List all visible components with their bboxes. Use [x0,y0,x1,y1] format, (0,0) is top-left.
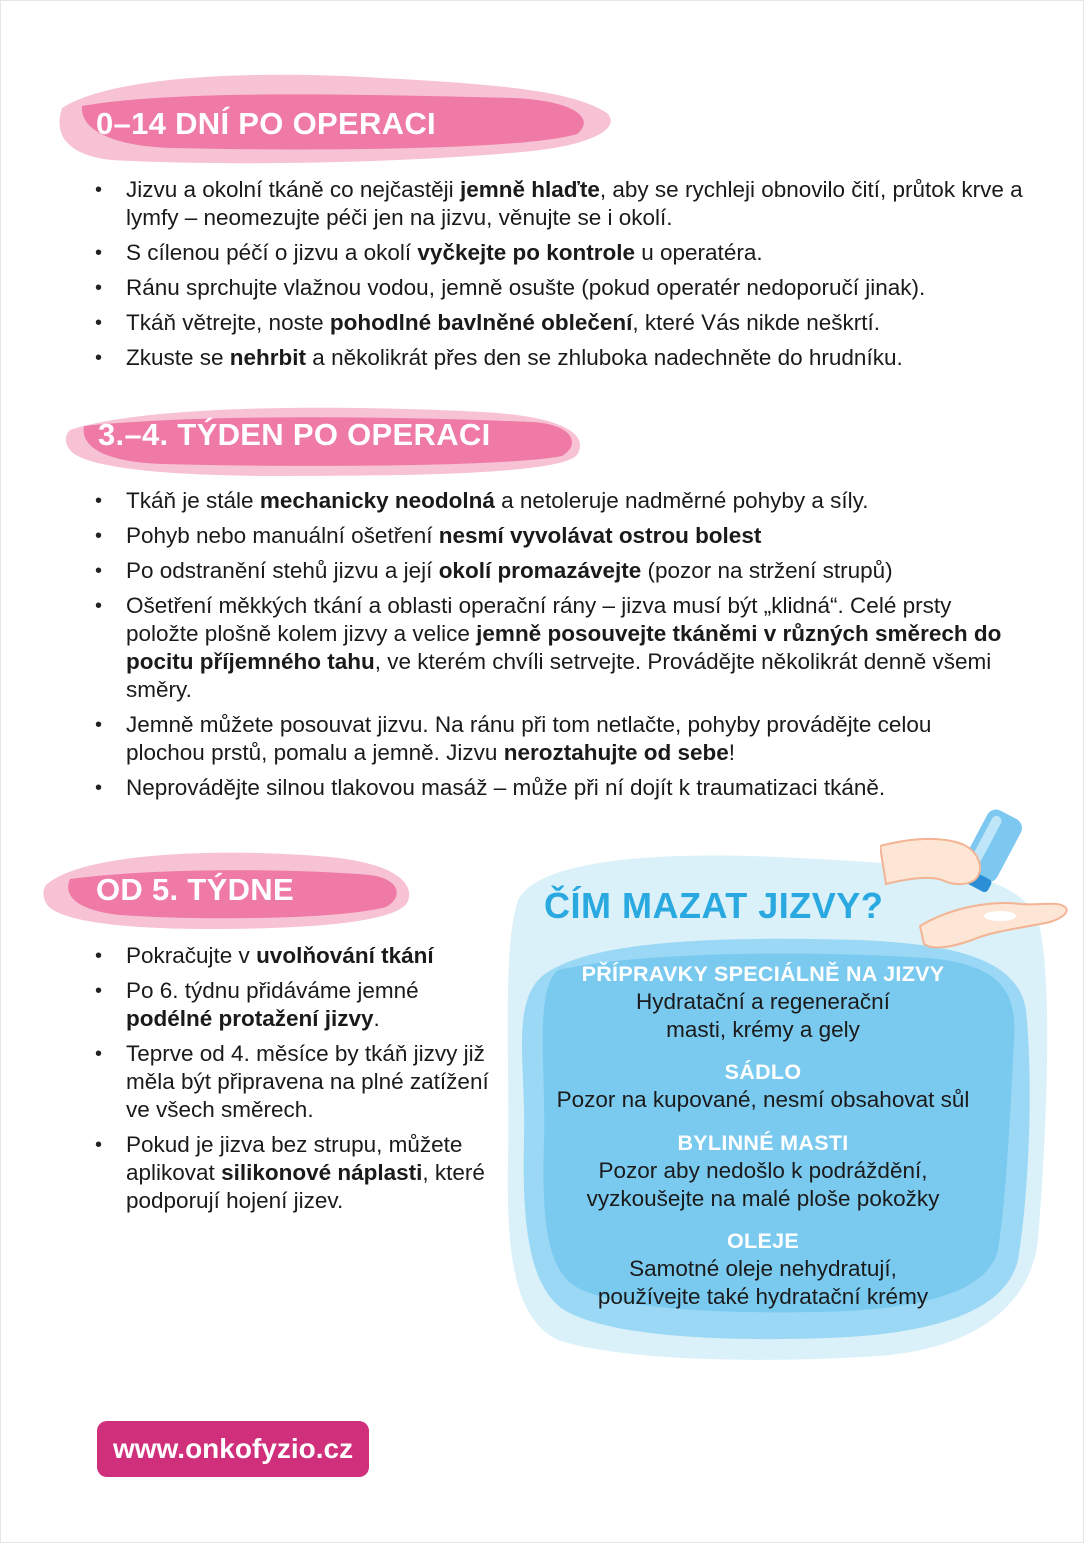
section-1-list [95,176,1025,379]
list-item: • Po 6. týdnu přidáváme jemné podélné protažení jizvy. [95,977,495,1033]
list-item: • Tkáň je stále mechanicky neodolná a netoleruje nadměrné pohyby a síly. [95,487,1005,515]
tip-heading: SÁDLO [724,1060,802,1084]
section-title-1 [52,68,612,168]
tip-item [498,1058,1028,1114]
list-item: • Zkuste se nehrbit a několikrát přes den se zhluboka nadechněte do hrudníku. [95,344,1025,372]
list-item: • Jizvu a okolní tkáně co nejčastěji jemně hlaďte, aby se rychleji obnovilo čití, průtok krve a lymfy – neomezujte péči jen na jizvu, věnujte se i okolí. [95,176,1025,232]
tip-text: používejte také hydratační krémy [597,1284,929,1309]
tip-item [498,1227,1028,1311]
tip-item [498,1129,1028,1213]
list-item: • Po odstranění stehů jizvu a její okolí promazávejte (pozor na stržení strupů) [95,557,1005,585]
list-item: • Jemně můžete posouvat jizvu. Na ránu při tom netlačte, pohyby provádějte celou plochou prstů, pomalu a jemně. Jizvu neroztahujte od sebe! [95,711,1005,767]
list-item: • S cílenou péčí o jizvu a okolí vyčkejte po kontrole u operatéra. [95,239,1025,267]
hands-applying-cream-icon [880,808,1070,958]
list-item: • Ošetření měkkých tkání a oblasti operační rány – jizva musí být „klidná“. Celé prsty položte plošně kolem jizvy a velice jemně posouvejte tkáněmi v různých směrech do pocitu příjemného tahu, ve kterém chvíli setrvejte. Provádějte několikrát denně všemi směry. [95,592,1005,704]
section-3-list [95,942,495,1222]
tip-heading: OLEJE [727,1229,799,1253]
tip-text: vyzkoušejte na malé ploše pokožky [586,1186,940,1211]
list-item: • Pohyb nebo manuální ošetření nesmí vyvolávat ostrou bolest [95,522,1005,550]
section-title-2 [62,400,592,480]
section-title-1-text: 0–14 DNÍ PO OPERACI [96,106,436,141]
tip-item [498,960,1028,1044]
tip-text: Hydratační a regenerační [636,989,890,1014]
tip-text: masti, krémy a gely [666,1017,860,1042]
list-item: • Teprve od 4. měsíce by tkáň jizvy již měla být připravena na plné zatížení ve všech směrech. [95,1040,495,1124]
list-item: • Tkáň větrejte, noste pohodlné bavlněné oblečení, které Vás nikde neškrtí. [95,309,1025,337]
list-item: • Pokračujte v uvolňování tkání [95,942,495,970]
section-title-3 [40,845,420,935]
website-link[interactable]: www.onkofyzio.cz [97,1421,369,1477]
tips-title: ČÍM MAZAT JIZVY? [544,885,884,926]
section-2-list [95,487,1005,809]
tip-text: Samotné oleje nehydratují, [629,1256,897,1281]
list-item: • Ránu sprchujte vlažnou vodou, jemně osušte (pokud operatér nedoporučí jinak). [95,274,1025,302]
section-title-2-text: 3.–4. TÝDEN PO OPERACI [98,417,491,452]
tip-text: Pozor na kupované, nesmí obsahovat sůl [556,1087,970,1112]
tip-text: Pozor aby nedošlo k podráždění, [598,1158,928,1183]
list-item: • Neprovádějte silnou tlakovou masáž – může při ní dojít k traumatizaci tkáně. [95,774,1005,802]
tip-heading: PŘÍPRAVKY SPECIÁLNĚ NA JIZVY [581,962,945,986]
list-item: • Pokud je jizva bez strupu, můžete aplikovat silikonové náplasti, které podporují hojení jizev. [95,1131,495,1215]
section-title-3-text: OD 5. TÝDNE [96,872,294,907]
tip-heading: BYLINNÉ MASTI [677,1131,849,1155]
